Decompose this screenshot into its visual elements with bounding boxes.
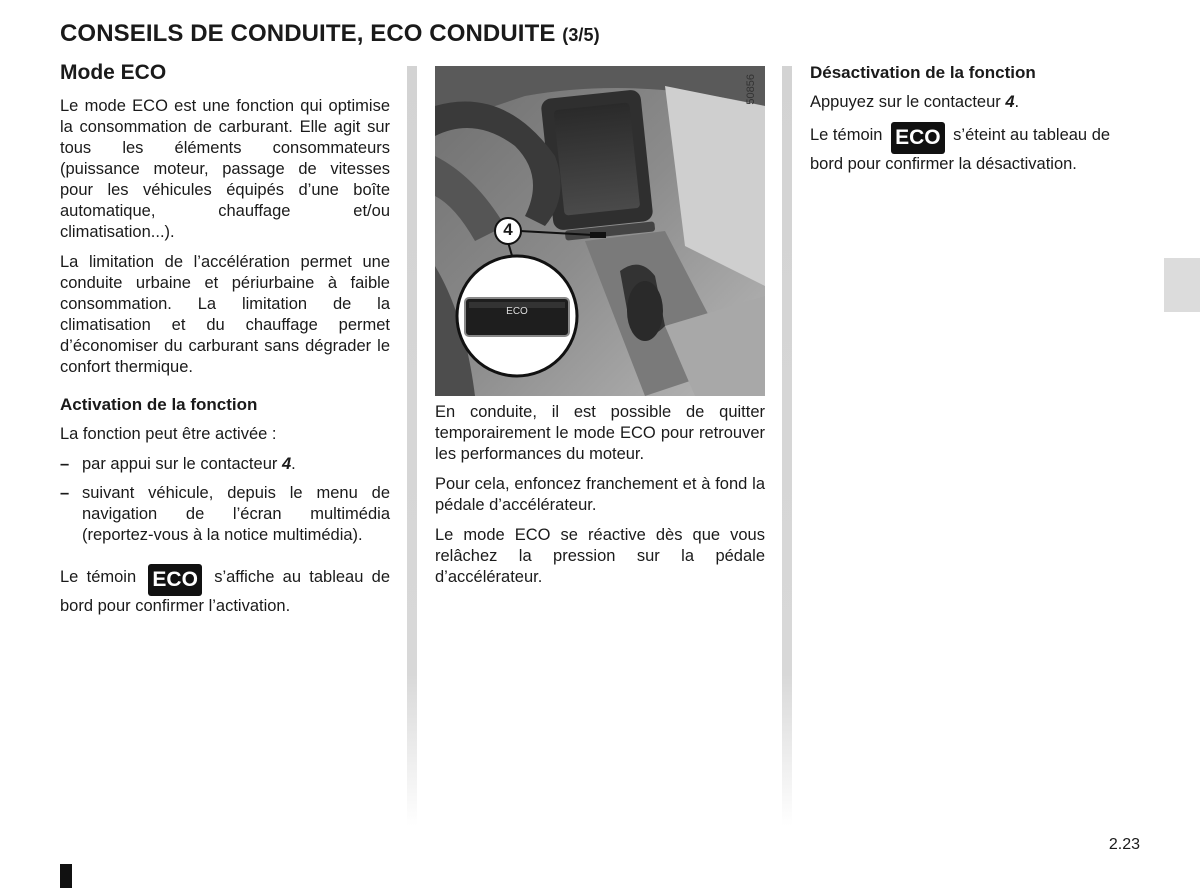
chapter-tab <box>1164 258 1200 312</box>
column-quit-eco <box>435 66 765 597</box>
callout-number: 4 <box>503 220 513 239</box>
eco-warning-light-icon: ECO <box>891 122 945 154</box>
switch-ref: 4 <box>1005 93 1015 111</box>
paragraph-press-switch: Appuyez sur le contacteur 4. <box>810 93 1020 111</box>
paragraph-mode-eco-intro: Le mode ECO est une fonction qui optimise la consommation de carburant. Elle agit sur tous les éléments consommateurs (puissance moteur, passage de vitesses pour les véhicules équipés d’une boîte automatique, chauffage et/ou climatisation...). <box>60 97 390 241</box>
list-item <box>60 483 390 546</box>
paragraph-reactivation: Le mode ECO se réactive dès que vous relâchez la pression sur la pédale d’accélérateur. <box>435 526 765 586</box>
image-ref-code: 50856 <box>745 74 757 105</box>
paragraph-activation-intro: La fonction peut être activée : <box>60 425 277 443</box>
section-heading-mode-eco: Mode ECO <box>60 61 167 84</box>
paragraph-temoin-deactivation: Le témoin ECO s’éteint au tableau de bord pour confirmer la désactivation. <box>810 122 1140 175</box>
section-heading-deactivation: Désactivation de la fonction <box>810 63 1036 82</box>
page-number: 2.23 <box>1108 836 1140 853</box>
page-title-text: CONSEILS DE CONDUITE, ECO CONDUITE <box>60 20 556 47</box>
page-title <box>60 20 600 48</box>
eco-warning-light-icon: ECO <box>148 564 202 596</box>
column-deactivation <box>810 62 1140 184</box>
page-part: (3/5) <box>562 25 600 45</box>
dashboard-photo <box>435 66 765 396</box>
dash-marker: – <box>60 455 70 473</box>
list-item <box>60 454 390 475</box>
paragraph-acceleration-limit: La limitation de l’accélération permet une conduite urbaine et périurbaine à faible consommation. La limitation de la climatisation et du chauffage permet d’économiser du carburant sans dégrader le confort thermique. <box>60 253 390 376</box>
switch-ref: 4 <box>281 455 292 473</box>
corner-mark <box>60 864 72 888</box>
column-divider <box>782 66 792 826</box>
section-heading-activation: Activation de la fonction <box>60 395 258 414</box>
paragraph-quit-eco: En conduite, il est possible de quitter temporairement le mode ECO pour retrouver les performances du moteur. <box>435 403 765 463</box>
list-item-text: suivant véhicule, depuis le menu de navigation de l’écran multimédia (reportez-vous à la notice multimédia). <box>82 484 390 544</box>
paragraph-accelerator: Pour cela, enfoncez franchement et à fond la pédale d’accélérateur. <box>435 475 765 514</box>
eco-button-label: ECO <box>506 306 528 317</box>
paragraph-temoin-activation: Le témoin ECO s’affiche au tableau de bord pour confirmer l’activation. <box>60 564 390 617</box>
list-item-text: par appui sur le contacteur 4. <box>82 455 296 473</box>
column-mode-eco <box>60 60 390 626</box>
dash-marker: – <box>60 484 70 502</box>
dashboard-illustration <box>435 66 765 396</box>
column-divider <box>407 66 417 826</box>
